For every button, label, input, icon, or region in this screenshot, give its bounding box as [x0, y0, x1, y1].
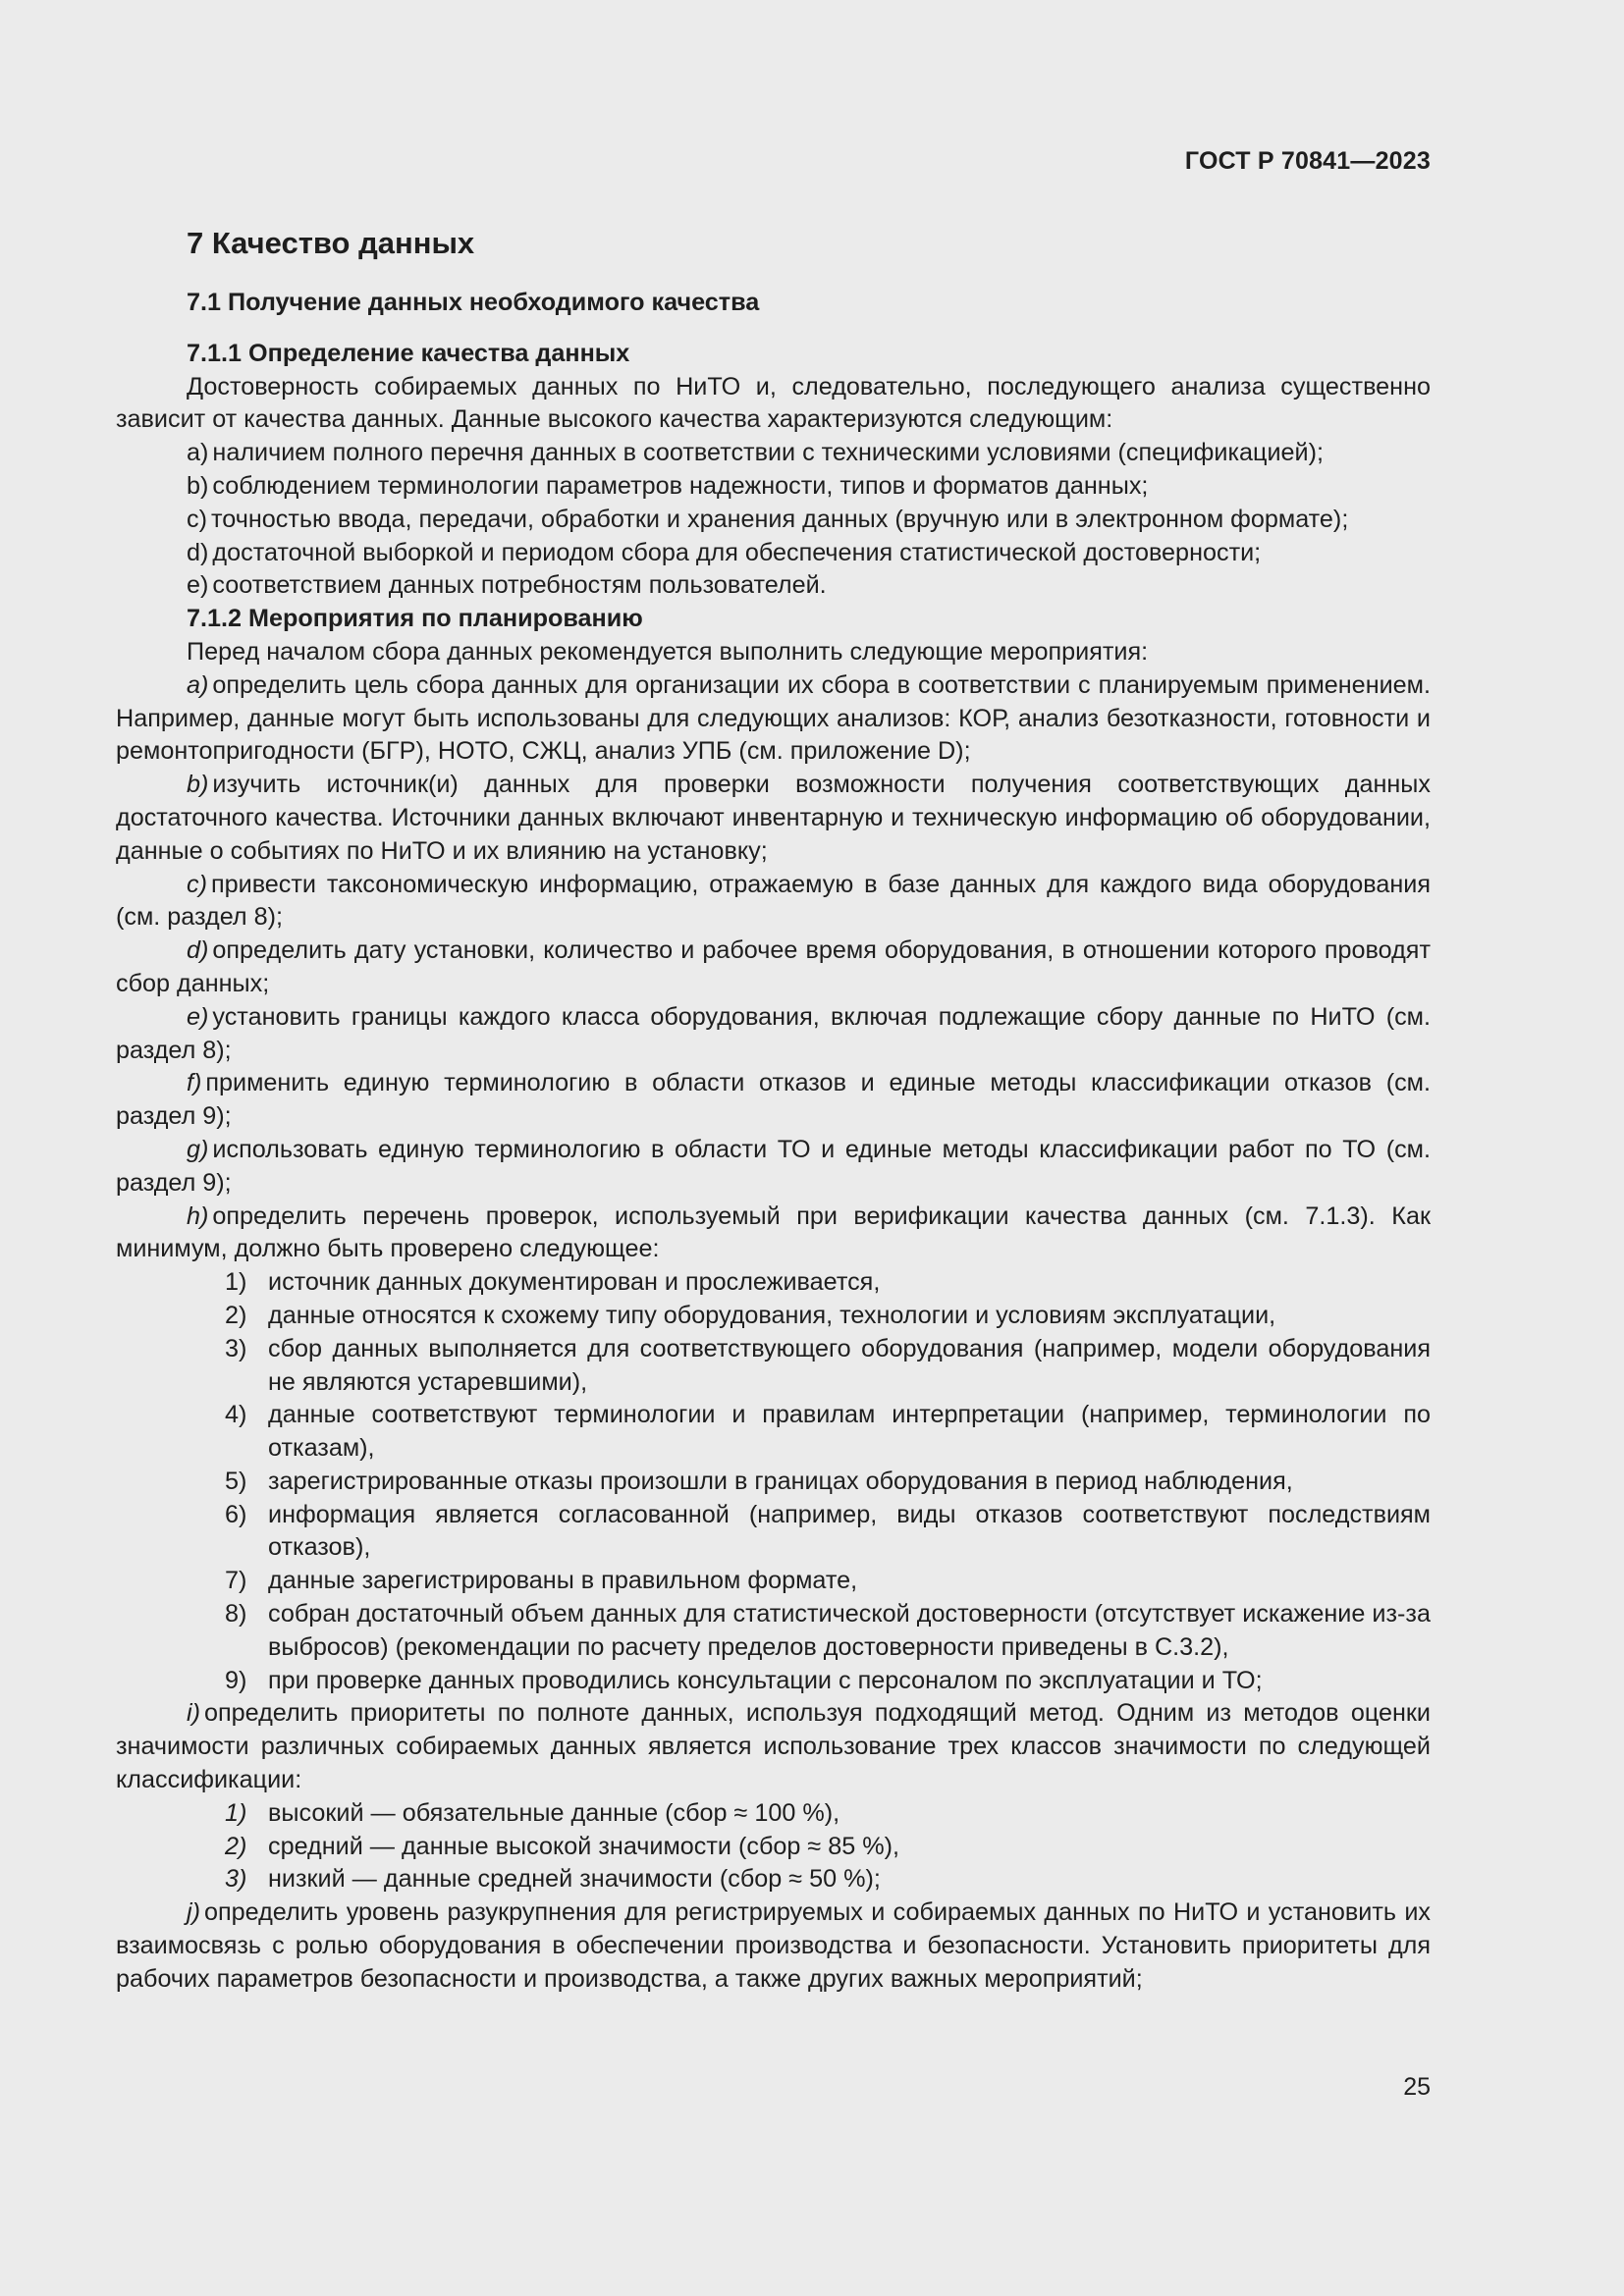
check-item: 6) информация является согласованной (например, виды отказов соответствуют последствиям отказов),: [225, 1500, 1431, 1562]
check-item: 9) при проверке данных проводились консультации с персоналом по эксплуатации и ТО;: [225, 1666, 1263, 1694]
priority-item: 2) средний — данные высокой значимости (сбор ≈ 85 %),: [225, 1832, 900, 1860]
list-item: b) соблюдением терминологии параметров надежности, типов и форматов данных;: [187, 471, 1149, 500]
list-item: d) определить дату установки, количество и рабочее время оборудования, в отношении которого проводят сбор данных;: [116, 936, 1431, 997]
page-number: 25: [1403, 2073, 1431, 2101]
subsection-title: 7.1 Получение данных необходимого качества: [187, 289, 760, 316]
list-item: h) определить перечень проверок, используемый при верификации качества данных (см. 7.1.3). Как минимум, должно быть проверено следующее:: [116, 1201, 1431, 1263]
list-item: с) точностью ввода, передачи, обработки и хранения данных (вручную или в электронном формате);: [187, 505, 1349, 533]
clause-title-712: 7.1.2 Мероприятия по планированию: [187, 605, 643, 633]
clause-711-intro: Достоверность собираемых данных по НиТО и, следовательно, последующего анализа существенно зависит от качества данных. Данные высокого качества характеризуются следующим:: [116, 372, 1431, 434]
list-item: j) определить уровень разукрупнения для регистрируемых и собираемых данных по НиТО и установить их взаимосвязь с ролью оборудования в обеспечении производства и безопасности. Установить приоритеты для рабочих параметров безопасности и производства, а также других важных мероприятий;: [116, 1898, 1431, 1993]
document-code: ГОСТ Р 70841—2023: [1184, 147, 1431, 175]
list-item: а) наличием полного перечня данных в соответствии с техническими условиями (спецификацией);: [187, 439, 1324, 467]
list-item: е) соответствием данных потребностям пользователей.: [187, 571, 827, 600]
check-item: 2) данные относятся к схожему типу оборудования, технологии и условиям эксплуатации,: [225, 1301, 1276, 1329]
list-item: f) применить единую терминологию в области отказов и единые методы классификации отказов (см. раздел 9);: [116, 1069, 1431, 1131]
check-item: 3) сбор данных выполняется для соответствующего оборудования (например, модели оборудования не являются устаревшими),: [225, 1334, 1431, 1396]
check-item: 1) источник данных документирован и прослеживается,: [225, 1268, 881, 1297]
check-item: 8) собран достаточный объем данных для статистической достоверности (отсутствует искажение из-за выбросов) (рекомендации по расчету пределов достоверности приведены в С.3.2),: [225, 1600, 1431, 1661]
list-item: i) определить приоритеты по полноте данных, используя подходящий метод. Одним из методов оценки значимости различных собираемых данных является использование трех классов значимости по следующей классификации:: [116, 1699, 1431, 1794]
check-item: 7) данные зарегистрированы в правильном формате,: [225, 1567, 858, 1595]
check-item: 4) данные соответствуют терминологии и правилам интерпретации (например, терминологии по отказам),: [225, 1401, 1431, 1463]
list-item: с) привести таксономическую информацию, отражаемую в базе данных для каждого вида оборудования (см. раздел 8);: [116, 870, 1431, 932]
check-item: 5) зарегистрированные отказы произошли в границах оборудования в период наблюдения,: [225, 1467, 1293, 1495]
priority-item: 3) низкий — данные средней значимости (сбор ≈ 50 %);: [225, 1865, 881, 1894]
priority-item: 1) высокий — обязательные данные (сбор ≈ 100 %),: [225, 1798, 840, 1827]
list-item: а) определить цель сбора данных для организации их сбора в соответствии с планируемым применением. Например, данные могут быть использованы для следующих анализов: КОР, анализ безотказности, готовности и ремонтопригодности (БГР), НОТО, СЖЦ, анализ УПБ (см. приложение D);: [116, 670, 1431, 766]
list-item: g) использовать единую терминологию в области ТО и единые методы классификации работ по ТО (см. раздел 9);: [116, 1135, 1431, 1197]
list-item: b) изучить источник(и) данных для проверки возможности получения соответствующих данных достаточного качества. Источники данных включают инвентарную и техническую информацию об оборудовании, данные о событиях по НиТО и их влиянию на установку;: [116, 771, 1431, 865]
section-title: 7 Качество данных: [187, 226, 475, 260]
page-content: [116, 222, 1431, 1997]
list-item: е) установить границы каждого класса оборудования, включая подлежащие сбору данные по НиТО (см. раздел 8);: [116, 1002, 1431, 1064]
list-item: d) достаточной выборкой и периодом сбора для обеспечения статистической достоверности;: [187, 538, 1262, 566]
clause-712-intro: Перед началом сбора данных рекомендуется выполнить следующие мероприятия:: [187, 637, 1149, 666]
clause-title-711: 7.1.1 Определение качества данных: [187, 339, 630, 367]
